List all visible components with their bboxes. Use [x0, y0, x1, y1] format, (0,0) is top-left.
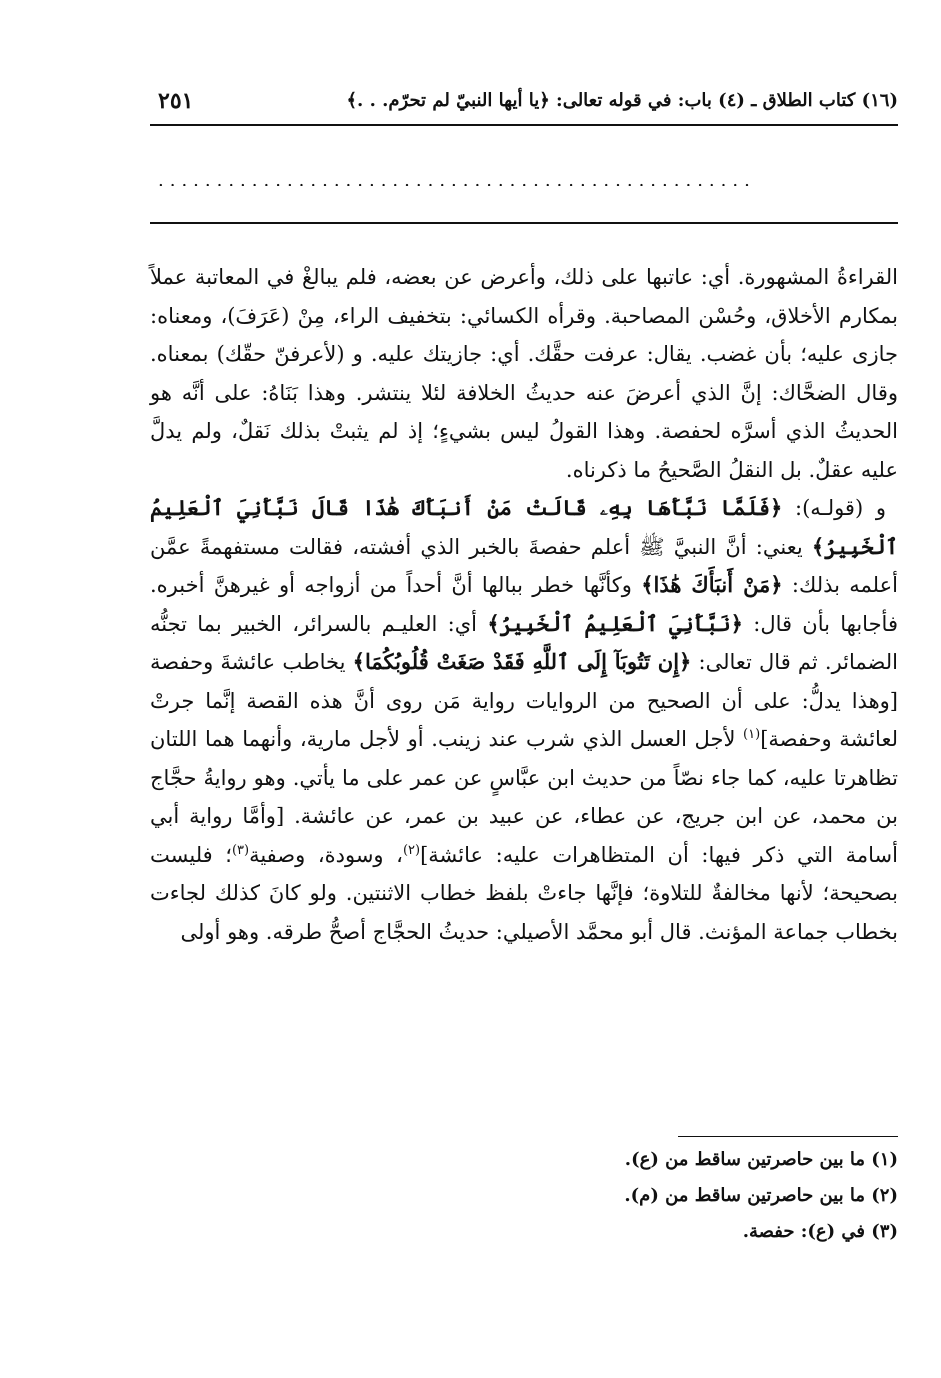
quran-verse: ﴿مَنْ أَنبَأَكَ هَٰذَا﴾ — [641, 572, 783, 597]
commentary-text: يخاطب عائشةَ وحفصة [وهذا يدلُّ: على أن الصحيح من الروايات رواية مَن روى أنَّ هذه القصة إنَّما جرتْ لعائشة وحفصة] — [150, 650, 898, 751]
footnote-1: (١) ما بين حاصرتين ساقط من (ع). — [624, 1149, 898, 1170]
footnote-separator — [678, 1136, 898, 1137]
header-rule — [150, 124, 898, 126]
commentary-text: أي: العليـم بالسرائر، الخبير بما تجنُّه الضمائر. ثم قال تعالى: — [150, 611, 898, 674]
body-text — [150, 258, 898, 951]
chapter-title: (١٦) كتاب الطلاق ـ (٤) باب: في قوله تعالى: ﴿يا أيها النبيّ لم تحرّم. . .﴾ — [346, 90, 898, 111]
footnote-ref-2[interactable]: (٢) — [402, 842, 421, 858]
commentary-text: ؛ فليست بصحيحة؛ لأنها مخالفةٌ للتلاوة؛ فإنَّها جاءتْ بلفظ خطاب الاثنتين. ولو كانَ كذلك لجاءت بخطاب جماعة المؤنث. قال أبو محمَّد الأصيلي: حديثُ الحجَّاج أصحُّ طرقه. وهو أولى — [150, 842, 898, 944]
quran-verse: ﴿فَلَمَّا نَبَّأَهَا بِهِۦ قَالَتْ مَنْ أَنبَأَكَ هَٰذَا قَالَ نَبَّأَنِيَ ٱلْعَلِيمُ ٱلْخَبِيرُ﴾ — [150, 495, 898, 559]
commentary-text: وكأنَّها خطر ببالها أنَّ أحداً من أزواجه أو غيرهنَّ أخبره. فأجابها بأن قال: — [150, 573, 898, 636]
commentary-text: يعني: أنَّ النبيَّ ﷺ أعلم حفصةَ بالخبر الذي أفشته، فقالت مستفهمةً عمَّن أعلمه بذلك: — [150, 534, 898, 597]
paragraph-1: القراءةُ المشهورة. أي: عاتبها على ذلك، وأعرض عن بعضه، فلم يبالغْ في المعاتبة عملاً بمكارم الأخلاق، وحُسْن المصاحبة. وقرأه الكسائي: بتخفيف الراء، مِنْ (عَرَفَ)، ومعناه: جازى عليه؛ بأن غضب. يقال: عرفت حقَّك. أي: جازيتك عليه. و (لأعرفنّ حقّك) بمعناه. وقال الضحَّاك: إنَّ الذي أعرضَ عنه حديثُ الخلافة لئلا ينتشر. وهذا بَنَاهُ: على أنَّه هو الحديثُ الذي أسرَّه لحفصة. وهذا القولُ ليس بشيءٍ؛ إذ لم يثبتْ بذلك نَقلٌ، ولم يدلَّ عليه عقلٌ. بل النقلُ الصَّحيحُ ما ذكرناه. — [150, 265, 898, 482]
commentary-text: لأجل العسل الذي شرب عند زينب. أو لأجل مارية، وأنهما هما اللتان تظاهرتا عليه، كما جاء نصّاً من حديث ابن عبَّاسٍ عن عمر على ما يأتي. وهو روايةُ حجَّاج بن محمد، عن ابن جريج، عن عطاء، عن عبيد بن عمر، عن عائشة. [وأمَّا رواية أبي أسامة التي ذكر فيها: أن المتظاهرات عليه: عائشة] — [150, 727, 898, 867]
paragraph-2-intro: و (قولـه): — [782, 496, 886, 520]
running-header — [150, 88, 898, 118]
book-page — [150, 70, 898, 1350]
paragraph-2 — [150, 489, 898, 951]
quran-verse: ﴿نَبَّأَنِيَ ٱلْعَلِيمُ ٱلْخَبِيرُ﴾ — [487, 610, 743, 636]
footnote-ref-1[interactable]: (١) — [743, 727, 761, 742]
section-rule — [150, 222, 898, 224]
commentary-text: ، وسودة، وصفية — [249, 842, 403, 867]
elision-dots: ................................................... — [158, 170, 756, 186]
footnote-ref-3[interactable]: (٣) — [231, 842, 250, 858]
footnote-3: (٣) في (ع): حفصة. — [742, 1221, 898, 1242]
footnotes — [150, 1142, 898, 1250]
page-number: ٢٥١ — [158, 88, 194, 114]
footnote-2: (٢) ما بين حاصرتين ساقط من (م). — [624, 1185, 898, 1206]
quran-verse: ﴿إِن تَتُوبَآ إِلَى ٱللَّهِ فَقَدْ صَغَتْ قُلُوبُكُمَا﴾ — [352, 649, 692, 674]
